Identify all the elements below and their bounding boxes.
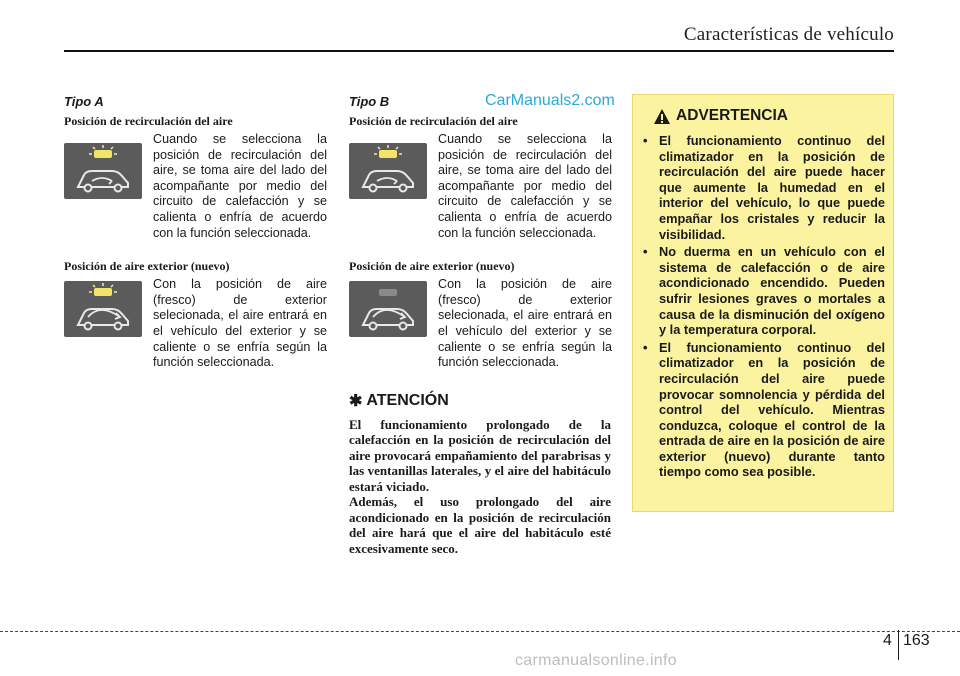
header-rule (64, 50, 894, 52)
fresh-row (64, 277, 327, 371)
fresh-row (349, 277, 612, 371)
warning-item: • No duerma en un vehículo con el sistema de calefacción o de aire acondicionado encendido. Pueden sufrir lesiones graves o mortales a causa de la disminución del oxígeno y la temperatura corporal. (641, 244, 885, 338)
warning-title: ADVERTENCIA (676, 107, 788, 124)
fresh-description: Con la posición de aire (fresco) de exterior selecionada, el aire entrará en el vehículo del exterior y se caliente o se enfría según la función seleccionada. (153, 277, 327, 370)
atencion-title: ATENCIÓN (366, 391, 449, 409)
recirculation-button-icon (349, 143, 427, 199)
fresh-section-title: Posición de aire exterior (nuevo) (349, 259, 515, 274)
warning-heading (653, 107, 885, 125)
warning-list (641, 133, 885, 480)
column-tipo-b (349, 94, 612, 556)
column-title: Tipo A (64, 94, 104, 109)
footer-rule (0, 631, 960, 632)
fresh-air-button-icon (64, 281, 142, 337)
column-tipo-a (64, 94, 327, 371)
watermark-carmanualsonline: carmanualsonline.info (515, 652, 677, 669)
recirc-row (349, 132, 612, 241)
recirc-description: Cuando se selecciona la posición de recirculación del aire, se toma aire del lado del acompañante por medio del circuito de calefacción y se calienta o enfría de acuerdo con la función seleccionada. (438, 132, 612, 240)
warning-item: • El funcionamiento continuo del climatizador en la posición de recirculación del aire puede provocar somnolencia y pérdida del control del vehículo. Mientras conduzca, coloque el control de la entrada de aire en la posición de aire exterior (nuevo) durante tanto tiempo como sea posible. (641, 340, 885, 480)
asterisk-icon: ✱ (349, 392, 363, 410)
column-title: Tipo B (349, 94, 390, 109)
page-number: 163 (903, 632, 930, 649)
fresh-air-button-icon (349, 281, 427, 337)
atencion-heading (349, 391, 612, 411)
fresh-description: Con la posición de aire (fresco) de exterior selecionada, el aire entrará en el vehículo del exterior y se caliente o se enfría según la función seleccionada. (438, 277, 612, 370)
recirc-row (64, 132, 327, 241)
recirc-section-title: Posición de recirculación del aire (349, 114, 518, 128)
recirc-description: Cuando se selecciona la posición de recirculación del aire, se toma aire del lado del acompañante por medio del circuito de calefacción y se calienta o enfría de acuerdo con la función seleccionada. (153, 132, 327, 240)
watermark-carmanuals: CarManuals2.com (485, 92, 615, 109)
recirculation-button-icon (64, 143, 142, 199)
chapter-number: 4 (883, 632, 892, 649)
warning-box (632, 94, 894, 512)
page-separator (898, 630, 899, 660)
warning-triangle-icon (653, 108, 671, 125)
fresh-section-title: Posición de aire exterior (nuevo) (64, 259, 230, 274)
recirc-section-title: Posición de recirculación del aire (64, 114, 233, 128)
page-header-title: Características de vehículo (683, 24, 894, 45)
atencion-text: El funcionamiento prolongado de la calefacción en la posición de recirculación del aire provocará empañamiento del parabrisas y las ventanillas laterales, y el aire del habitáculo estará viciado. Además, el uso prolongado del aire acondicionado en la posición de recirculación del aire hará que el aire del habitáculo esté excesivamente seco. (349, 416, 611, 556)
warning-item: • El funcionamiento continuo del climatizador en la posición de recirculación del aire puede hacer que aumente la humedad en el interior del vehículo, lo que puede empañar los cristales y reducir la visibilidad. (641, 133, 885, 242)
